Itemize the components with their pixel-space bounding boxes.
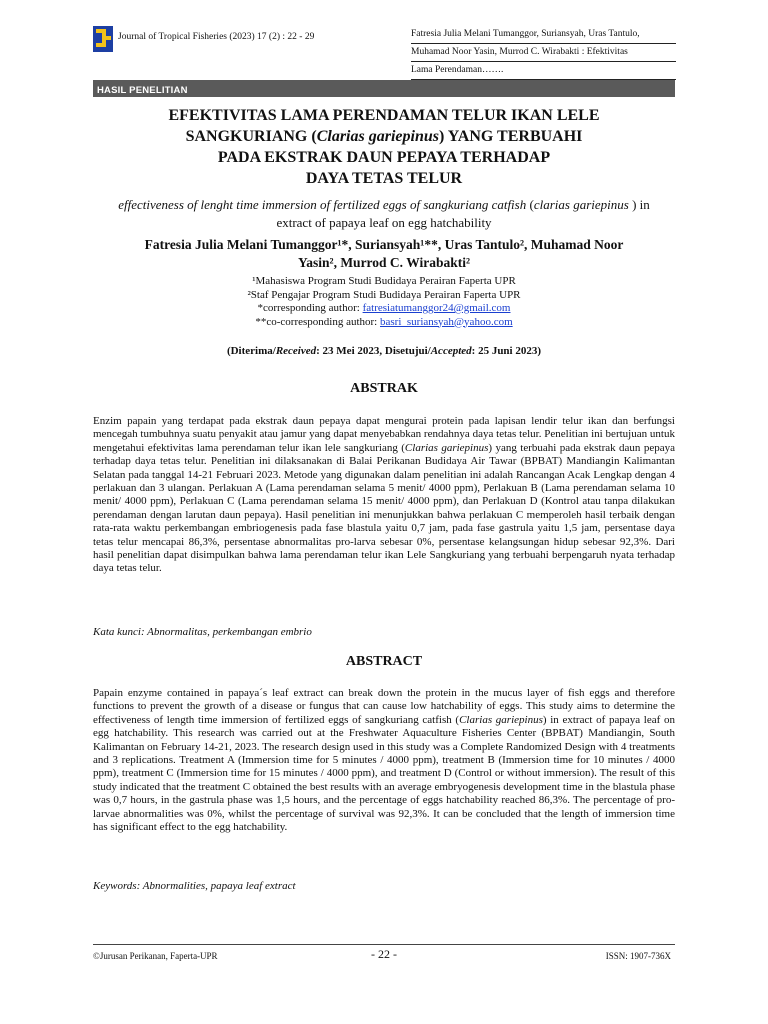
title-line: DAYA TETAS TELUR [305, 170, 463, 187]
footer-copyright: ©Jurusan Perikanan, Faperta-UPR [93, 951, 218, 961]
abstrak-keywords: Kata kunci: Abnormalitas, perkembangan embrio [93, 626, 312, 638]
title-line: SANGKURIANG (Clarias gariepinus) YANG TERBUAHI [185, 128, 583, 145]
title-line: PADA EKSTRAK DAUN PEPAYA TERHADAP [217, 149, 551, 166]
section-label-bar [93, 80, 675, 97]
paper-title [93, 105, 675, 189]
running-head-line: Muhamad Noor Yasin, Murrod C. Wirabakti : Efektivitas [411, 44, 676, 62]
section-label: HASIL PENELITIAN [97, 85, 188, 96]
author-line: Fatresia Julia Melani Tumanggor¹*, Suriansyah¹**, Uras Tantulo², Muhamad Noor [144, 237, 624, 252]
corresponding-author: *corresponding author: fatresiatumanggor24@gmail.com [257, 302, 511, 314]
co-corresponding-email-link[interactable]: basri_suriansyah@yahoo.com [380, 315, 513, 328]
english-title: effectiveness of lenght time immersion of fertilized eggs of sangkuriang catfish (clarias gariepinus ) in extract of papaya leaf on egg hatchability [118, 197, 650, 230]
journal-logo-icon [93, 26, 113, 52]
footer-divider [93, 944, 675, 945]
footer-issn: ISSN: 1907-736X [605, 951, 671, 961]
co-corresponding-author: **co-corresponding author: basri_suriansyah@yahoo.com [255, 315, 513, 328]
affiliations [93, 275, 675, 329]
corresponding-email-link[interactable]: fatresiatumanggor24@gmail.com [362, 302, 511, 314]
abstrak-body: Enzim papain yang terdapat pada ekstrak daun pepaya dapat mengurai protein pada lapisan lendir telur ikan dan berfungsi mencegah tumbuhnya suatu penyakit atau jamur yang dapat menyebabkan rendahnya daya tetas telur. Penelitian ini bertujuan untuk mengetahui efektivitas lama perendaman telur ikan lele sangkuriang (Clarias gariepinus) yang terbuahi pada ekstrak daun pepaya terhadap daya tetas telur. Penelitian ini dilaksanakan di Balai Perikanan Budidaya Air Tawar (BPBAT) Mandiangin Kalimantan Selatan pada tanggal 14-21 Februari 2023. Metode yang digunakan dalam penelitian ini adalah Rancangan Acak Lengkap dengan 4 perlakuan dan 3 ulangan. Perlakuan A (Lama perendaman selama 5 menit/ 4000 ppm), Perlakuan B (Lama perendaman selama 10 menit/ 4000 ppm), Perlakuan C (Lama perendaman selama 15 menit/ 4000 ppm), dan Perlakuan D (Kontrol atau tanpa dilakukan perendaman dengan larutan daun pepaya). Hasil penelitian ini menunjukkan bahwa perlakuan C memperoleh hasil terbaik dengan rata-rata waktu perkembangan embriogenesis pada fase blastula yaitu 0,7 jam, pada fase gastrula yaitu 1,5 jam, persentase daya tetas telur mencapai 86,3%, persentase abnormalitas pro-larva sebesar 0%, persentase kelangsungan hidup sebesar 92,3%. Dari hasil penelitian dapat disimpulkan bahwa lama perendaman telur ikan Lele Sangkuriang yang terbuahi berpengaruh nyata terhadap daya tetas telur. [93, 415, 675, 575]
abstract-body: Papain enzyme contained in papaya´s leaf extract can break down the protein in the mucus layer of fish eggs and therefore functions to prevent the growth of a disease or fungus that can cause low hatchability of eggs. This study aims to determine the effectiveness of length time immersion of fertilized eggs of sangkuriang catfish (Clarias gariepinus) in extract of papaya leaf on egg hatchability. This research was carried out at the Freshwater Aquaculture Fisheries Center (BPBAT) Mandiangin, South Kalimantan on February 14-21, 2023. The research design used in this study was a Complete Randomized Design with 4 treatments and 3 replications. Treatment A (Immersion time for 5 minutes / 4000 ppm), treatment B (Immersion time for 10 minutes / 4000 ppm), treatment C (Immersion time for 15 minutes / 4000 ppm), and treatment D (Control or without immersion). The result of this study indicated that the treatment C obtained the best results with an average embryogenesis development time in the blastula phase was 0,7 hours, in the gastrula phase was 1,5 hours, and the percentage of eggs hatchability reached 86,3%. The percentage of pro-larvae abnormalities was 0%, whilst the percentage of survival was 92,3%. It can be concluded that the length of immersion time has significant effect to the egg hatchability. [93, 687, 675, 834]
running-head-line: Fatresia Julia Melani Tumanggor, Suriansyah, Uras Tantulo, [411, 26, 676, 44]
abstrak-heading: ABSTRAK [350, 381, 418, 396]
page-footer [93, 947, 675, 964]
title-line: EFEKTIVITAS LAMA PERENDAMAN TELUR IKAN LELE [168, 107, 600, 124]
received-accepted-dates: (Diterima/Received: 23 Mei 2023, Disetujui/Accepted: 25 Juni 2023) [226, 345, 542, 357]
author-list [93, 236, 675, 272]
affiliation-1: ¹Mahasiswa Program Studi Budidaya Perairan Faperta UPR [252, 275, 516, 287]
affiliation-2: ²Staf Pengajar Program Studi Budidaya Perairan Faperta UPR [247, 288, 521, 301]
journal-citation: Journal of Tropical Fisheries (2023) 17 (2) : 22 - 29 [118, 32, 315, 42]
page-header [93, 26, 675, 80]
running-head-line: Lama Perendaman……. [411, 62, 676, 80]
author-line: Yasin², Murrod C. Wirabakti² [298, 255, 470, 270]
page-number: - 22 - [371, 947, 397, 961]
abstract-keywords: Keywords: Abnormalities, papaya leaf extract [93, 880, 296, 892]
abstract-heading: ABSTRACT [345, 654, 423, 669]
running-head [411, 26, 676, 80]
